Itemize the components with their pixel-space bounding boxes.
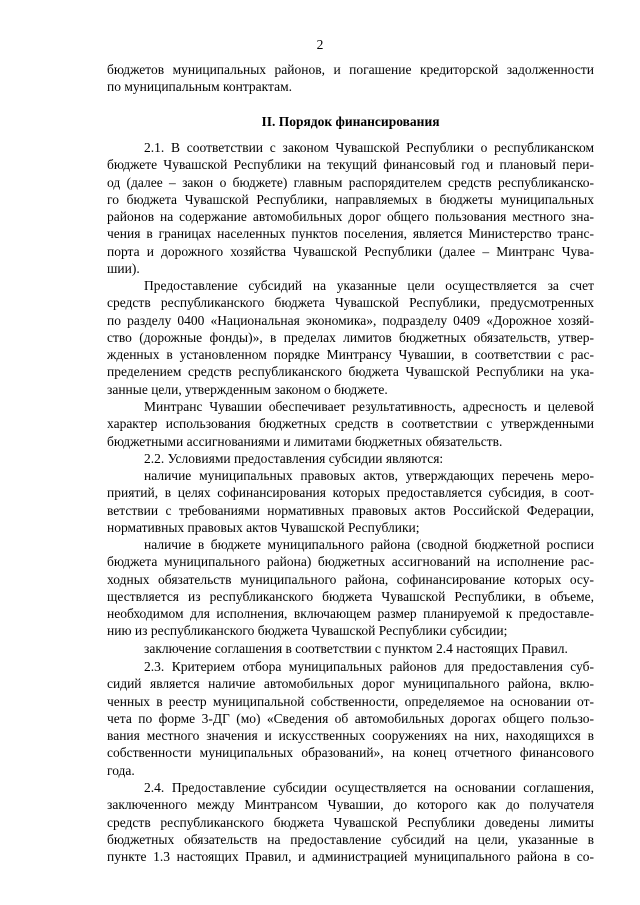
text-line: чета по форме 3-ДГ (мо) «Сведения об автомобильных дорогах общего пользо- (107, 710, 594, 726)
text-line: порта и дорожного хозяйства Чувашской Республики (далее – Минтранс Чува- (107, 243, 594, 259)
text-line: шии). (107, 261, 140, 277)
text-line: приятий, в целях софинансирования которых предоставляется субсидия, в соот- (107, 485, 594, 501)
page-number: 2 (316, 37, 324, 52)
text-line: бюджета муниципального района) бюджетных ассигнований на исполнение рас- (107, 554, 594, 570)
paragraph-2-3 (107, 658, 594, 779)
text-line: жденных в установленном порядке Минтрансу Чувашии, в соответствии с рас- (107, 347, 594, 363)
text-line: бюджетными ассигнованиями и лимитами бюджетных обязательств. (107, 433, 503, 449)
intro-paragraph (107, 61, 594, 96)
text-line: Предоставление субсидий на указанные цели осуществляется за счет (144, 278, 594, 293)
text-line: го бюджета Чувашской Республики, направляемых в бюджеты муниципальных (107, 191, 594, 207)
paragraph-condition-agreement (107, 640, 594, 657)
text-line: нормативных правовых актов Чувашской Республики; (107, 519, 420, 535)
section-heading: II. Порядок финансирования (261, 114, 440, 129)
text-line: Минтранс Чувашии обеспечивает результативность, адресность и целевой (144, 399, 594, 414)
paragraph-2-2 (107, 450, 594, 467)
text-line: сидий является наличие автомобильных дорог муниципального района, вклю- (107, 676, 594, 692)
text-line: пределением средств республиканского бюджета Чувашской Республики на ука- (107, 364, 594, 380)
paragraph-2-4 (107, 779, 594, 865)
text-line: нию из республиканского бюджета Чувашской Республики субсидии; (107, 623, 508, 639)
paragraph-effectiveness (107, 398, 594, 450)
text-line: года. (107, 762, 135, 778)
text-line: ходных обязательств муниципального района, софинансирование которых осу- (107, 571, 594, 587)
text-line: средств республиканского бюджета Чувашской Республики, предусмотренных (107, 295, 594, 311)
text-line: бюджетных обязательств на предоставление субсидий на цели, указанные в (107, 831, 594, 847)
text-line: 2.4. Предоставление субсидии осуществляется на основании соглашения, (144, 780, 594, 795)
text-line: районов на содержание автомобильных дорог общего пользования местного зна- (107, 209, 594, 225)
paragraph-funding-source (107, 277, 594, 398)
text-line: необходимом для исполнения, включающем размер планируемой к предоставле- (107, 606, 594, 622)
text-line: средств республиканского бюджета Чувашской Республики доведены лимиты (107, 814, 594, 830)
text-line: бюджетов муниципальных районов, и погашение кредиторской задолженности (107, 62, 594, 77)
paragraph-condition-budget (107, 536, 594, 640)
text-line: собственности муниципальных образований», на конец отчетного финансового (107, 745, 594, 761)
text-line: вания местного значения и искусственных сооружениях на них, находящихся в (107, 728, 594, 744)
text-line: ветствии с требованиями нормативных правовых актов Российской Федерации, (107, 502, 594, 518)
text-line: занные цели, утвержденным законом о бюджете. (107, 381, 388, 397)
text-line: чения в границах населенных пунктов поселения, является Министерство транс- (107, 226, 594, 242)
text-line: по муниципальным контрактам. (107, 79, 292, 95)
text-line: заключенного между Минтрансом Чувашии, до которого как до получателя (107, 797, 594, 813)
text-line: по разделу 0400 «Национальная экономика», подразделу 0409 «Дорожное хозяй- (107, 312, 594, 328)
text-line: наличие муниципальных правовых актов, утверждающих перечень меро- (144, 468, 594, 483)
text-line: ченных в реестр муниципальной собственности, определяемое на основании от- (107, 693, 594, 709)
text-line: 2.1. В соответствии с законом Чувашской Республики о республиканском (144, 140, 594, 155)
text-line: 2.3. Критерием отбора муниципальных районов для предоставления суб- (144, 659, 594, 674)
text-line: пункте 1.3 настоящих Правил, и администрацией муниципального района в со- (107, 849, 594, 865)
text-line: ство (дорожные фонды)», в пределах лимитов бюджетных обязательств, утвер- (107, 329, 594, 345)
text-line: ществляется из республиканского бюджета Чувашской Республики, в объеме, (107, 588, 594, 604)
text-line: од (далее – закон о бюджете) главным распорядителем средств республиканско- (107, 174, 594, 190)
text-line: бюджете Чувашской Республики на текущий финансовый год и плановый пери- (107, 157, 594, 173)
text-line: заключение соглашения в соответствии с пунктом 2.4 настоящих Правил. (144, 641, 568, 656)
text-line: наличие в бюджете муниципального района (сводной бюджетной росписи (144, 537, 594, 552)
text-line: 2.2. Условиями предоставления субсидии являются: (144, 451, 444, 466)
paragraph-2-1 (107, 139, 594, 277)
paragraph-condition-legal-acts (107, 467, 594, 536)
text-line: характер использования бюджетных средств в соответствии с утвержденными (107, 416, 594, 432)
